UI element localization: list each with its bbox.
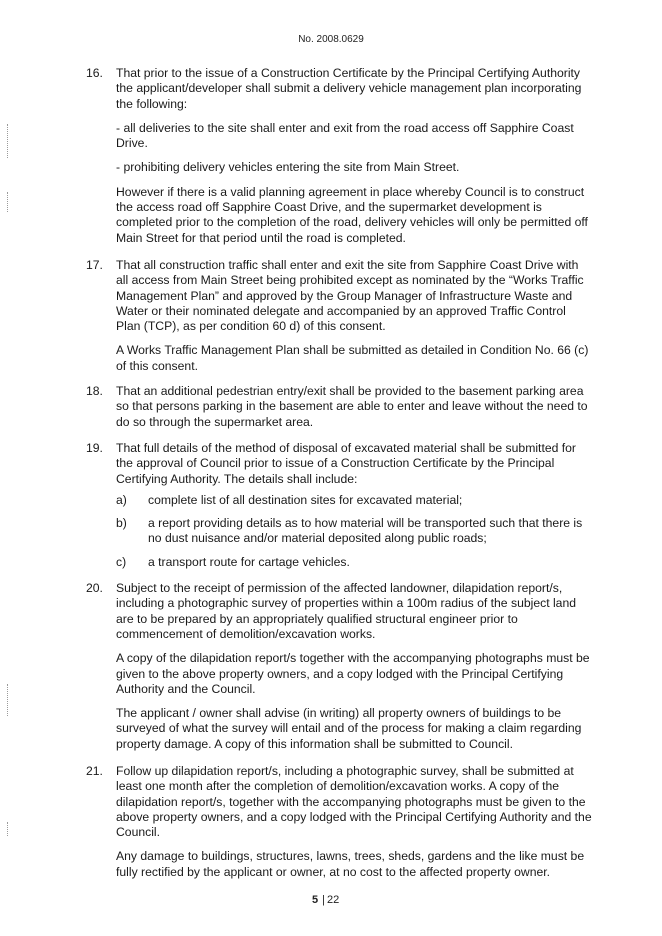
condition-paragraph: That full details of the method of disposal of excavated material shall be submitted for the approval of Council prior to issue of a Construction Certificate by the Principal Certifying Authority. The details shall include: [116, 440, 576, 486]
condition-19 [86, 441, 592, 570]
condition-number: 16. [86, 66, 103, 80]
margin-mark [7, 192, 9, 212]
sub-item-text: a transport route for cartage vehicles. [148, 554, 350, 569]
condition-paragraph: A copy of the dilapidation report/s together with the accompanying photographs must be given to the above property owners, and a copy lodged with the Principal Certifying Authority and the Council. [116, 651, 590, 696]
condition-body [116, 764, 592, 880]
sub-item-b [116, 516, 592, 547]
condition-paragraph: The applicant / owner shall advise (in writing) all property owners of buildings to be surveyed of what the survey will entail and of the process for making a claim regarding property damage. A copy of this information shall be submitted to Council. [116, 706, 582, 751]
condition-paragraph: That an additional pedestrian entry/exit shall be provided to the basement parking area so that persons parking in the basement are able to enter and leave without the need to do so through the supermarket area. [116, 384, 588, 429]
sub-item-a [116, 493, 592, 508]
page-separator: | [322, 894, 325, 906]
condition-21 [86, 764, 592, 880]
sub-item-label: b) [116, 516, 127, 531]
condition-number: 20. [86, 581, 103, 596]
sub-item-label: c) [116, 554, 127, 569]
margin-mark [7, 124, 9, 158]
conditions-list [86, 66, 592, 880]
sub-item-text: a report providing details as to how material will be transported such that there is no dust nuisance and/or material deposited along public roads; [148, 516, 583, 546]
page-footer [312, 894, 339, 906]
condition-paragraph: However if there is a valid planning agreement in place whereby Council is to construct the access road off Sapphire Coast Drive, and the supermarket development is completed prior to the completion of the road, delivery vehicles will only be permitted off Main Street for that period until the road is completed. [116, 184, 588, 245]
condition-paragraph: Any damage to buildings, structures, lawns, trees, sheds, gardens and the like must be fully rectified by the applicant or owner, at no cost to the affected property owner. [116, 849, 585, 879]
condition-paragraph: - all deliveries to the site shall enter and exit from the road access off Sapphire Coast Drive. [116, 120, 574, 151]
condition-number: 19. [86, 440, 103, 455]
page-total: 22 [326, 894, 340, 906]
condition-body [116, 258, 592, 374]
condition-paragraph: That prior to the issue of a Construction Certificate by the Principal Certifying Authority the applicant/developer shall submit a delivery vehicle management plan incorporating the following: [116, 66, 582, 111]
condition-paragraph: A Works Traffic Management Plan shall be submitted as detailed in Condition No. 66 (c) of this consent. [116, 343, 589, 373]
condition-paragraph: - prohibiting delivery vehicles entering the site from Main Street. [116, 160, 460, 175]
condition-paragraph: Subject to the receipt of permission of the affected landowner, dilapidation report/s, including a photographic survey of properties within a 100m radius of the subject land are to be prepared by an appropriately qualified structural engineer prior to commencement of demolition/excavation works. [116, 581, 577, 641]
margin-mark [7, 822, 9, 836]
sub-item-label: a) [116, 492, 127, 507]
condition-number: 21. [86, 763, 103, 778]
page-number: 5 [312, 894, 319, 906]
condition-paragraph: That all construction traffic shall enter and exit the site from Sapphire Coast Drive with all access from Main Street being prohibited except as nominated by the “Works Traffic Management Plan” and approved by the Group Manager of Infrastructure Waste and Water or their nominated delegate and accompanied by an approved Traffic Control Plan (TCP), as per condition 60 d) of this consent. [116, 257, 584, 334]
condition-16 [86, 66, 592, 246]
document-reference-number: No. 2008.0629 [298, 34, 364, 45]
condition-20 [86, 581, 592, 752]
margin-mark [7, 684, 9, 716]
sub-item-text: complete list of all destination sites for excavated material; [148, 492, 463, 507]
condition-17 [86, 258, 592, 374]
condition-number: 18. [86, 384, 103, 399]
sub-item-c [116, 555, 592, 570]
condition-18 [86, 384, 592, 430]
condition-paragraph: Follow up dilapidation report/s, including a photographic survey, shall be submitted at least one month after the completion of demolition/excavation works. A copy of the dilapidation report/s, together with the accompanying photographs must be given to the above property owners, and a copy lodged with the Principal Certifying Authority and the Council. [116, 763, 592, 840]
condition-body [116, 441, 592, 570]
condition-number: 17. [86, 257, 103, 272]
condition-body [116, 384, 592, 430]
condition-body [116, 581, 592, 752]
condition-body [116, 66, 592, 246]
